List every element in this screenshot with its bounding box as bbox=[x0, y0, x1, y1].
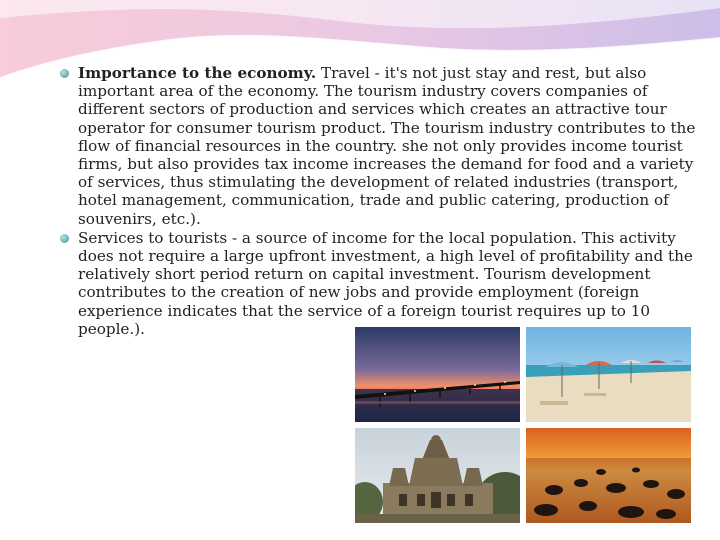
bullet-services bbox=[60, 229, 700, 338]
beach-umbrellas-photo bbox=[526, 327, 691, 422]
bridge-at-dusk-photo bbox=[355, 327, 520, 422]
rocky-shore-sunset-photo bbox=[526, 428, 691, 523]
slide-content bbox=[60, 64, 700, 339]
bullet-economy bbox=[60, 64, 700, 228]
bullet-text: Travel - it's not just stay and rest, but also important area of the economy. The tourism industry covers companies of different sectors of production and services which creates an attractive tour operator for consumer tourism product. The tourism industry contributes to the flow of financial resources in the country. she not only provides income tourist firms, but also provides tax income increases the demand for food and a variety of services, thus stimulating the development of related industries (transport, hotel management, communication, trade and public catering, production of souvenirs, etc.). bbox=[78, 64, 696, 228]
temple-photo bbox=[355, 428, 520, 523]
bullet-icon bbox=[60, 234, 69, 243]
bullet-text: Services to tourists - a source of income for the local population. This activity does not require a large upfront investment, a high level of profitability and the relatively short period return on capital investment. Tourism development contributes to the creation of new jobs and provide employment (foreign experience indicates that the service of a foreign tourist requires up to 10 people.). bbox=[78, 228, 693, 338]
bullet-icon bbox=[60, 69, 69, 78]
bullet-lead: Importance to the economy. bbox=[78, 64, 317, 82]
